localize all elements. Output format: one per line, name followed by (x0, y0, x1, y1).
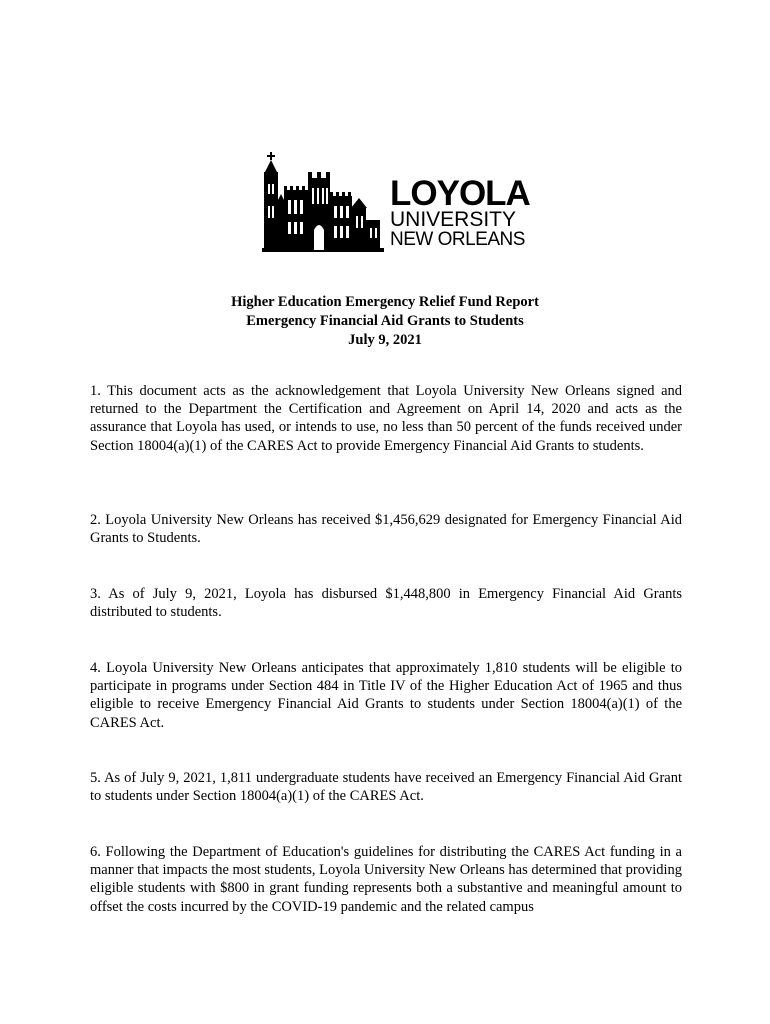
university-logo (262, 150, 530, 256)
report-date: July 9, 2021 (348, 332, 422, 348)
paragraph-1: 1. This document acts as the acknowledgement that Loyola University New Orleans signed and returned to the Department the Certification and Agreement on April 14, 2020 and acts as the assurance that Loyola has used, or intends to use, no less than 50 percent of the funds received under Section 18004(a)(1) of the CARES Act to provide Emergency Financial Aid Grants to students. (90, 383, 682, 454)
logo-line-new-orleans: NEW ORLEANS (390, 229, 525, 250)
paragraph-2: 2. Loyola University New Orleans has received $1,456,629 designated for Emergency Financial Aid Grants to Students. (90, 512, 682, 547)
logo-line-university: UNIVERSITY (390, 208, 517, 231)
report-title-block (0, 293, 770, 350)
report-subtitle: Emergency Financial Aid Grants to Students (246, 313, 524, 329)
logo-line-loyola: LOYOLA (390, 174, 530, 213)
report-title: Higher Education Emergency Relief Fund Report (231, 294, 539, 310)
paragraph-3: 3. As of July 9, 2021, Loyola has disbursed $1,448,800 in Emergency Financial Aid Grants distributed to students. (90, 586, 682, 621)
paragraph-6: 6. Following the Department of Education's guidelines for distributing the CARES Act funding in a manner that impacts the most students, Loyola University New Orleans has determined that providing eligible students with $800 in grant funding represents both a substantive and meaningful amount to offset the costs incurred by the COVID-19 pandemic and the related campus (90, 844, 682, 915)
paragraph-5: 5. As of July 9, 2021, 1,811 undergraduate students have received an Emergency Financial Aid Grant to students under Section 18004(a)(1) of the CARES Act. (90, 770, 682, 805)
logo-wordmark (390, 176, 530, 250)
paragraph-4: 4. Loyola University New Orleans anticipates that approximately 1,810 students will be eligible to participate in programs under Section 484 in Title IV of the Higher Education Act of 1965 and thus eligible to receive Emergency Financial Aid Grants to students under Section 18004(a)(1) of the CARES Act. (90, 660, 682, 731)
loyola-building-icon (262, 150, 386, 256)
